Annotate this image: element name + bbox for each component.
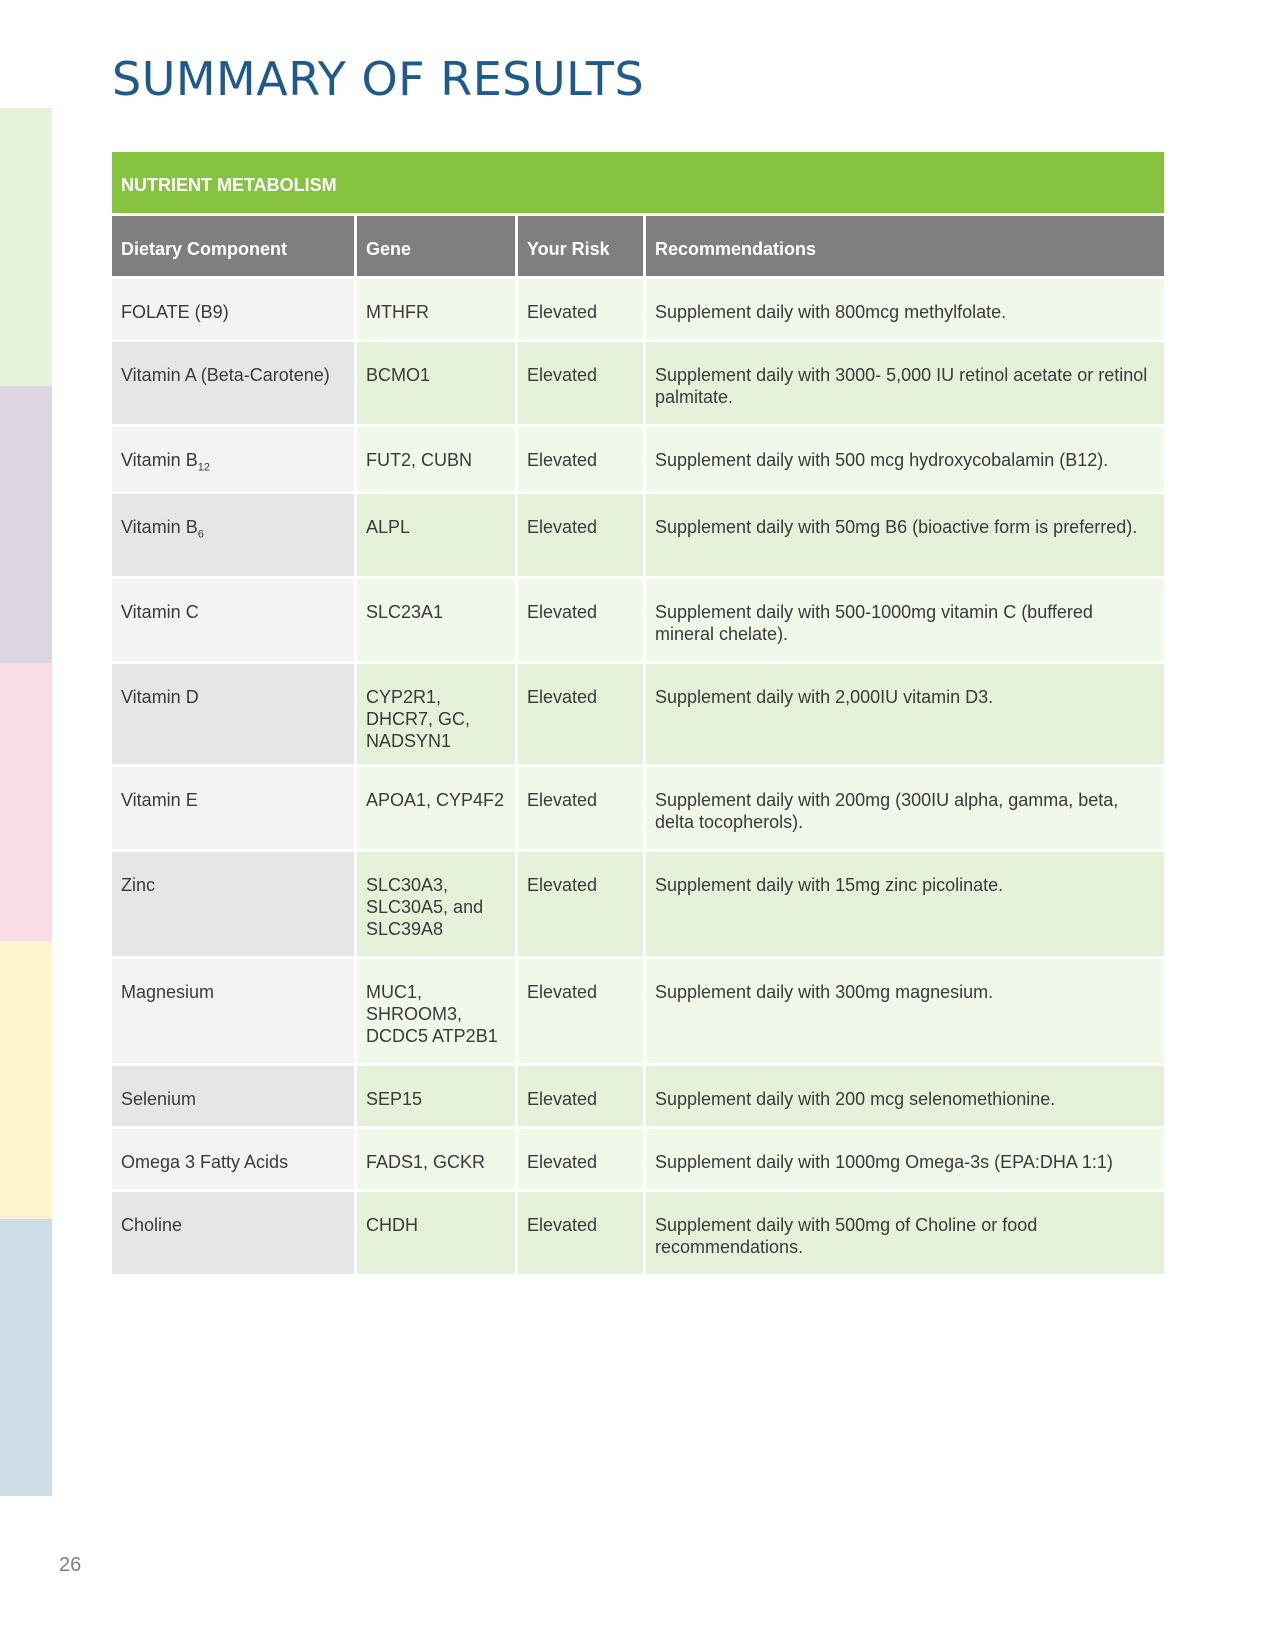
column-header-gene: Gene [357, 216, 518, 279]
page-number: 26 [59, 1554, 82, 1576]
recommendation-cell: Supplement daily with 800mcg methylfolate. [646, 279, 1164, 342]
recommendation-cell: Supplement daily with 500mg of Choline or food recommendations. [646, 1192, 1164, 1277]
table-row [112, 767, 1164, 852]
dietary-component-cell: Zinc [112, 852, 357, 959]
gene-cell: SLC23A1 [357, 579, 518, 664]
dietary-component-cell: Vitamin A (Beta-Carotene) [112, 342, 357, 427]
recommendation-cell: Supplement daily with 300mg magnesium. [646, 959, 1164, 1066]
recommendation-cell: Supplement daily with 500-1000mg vitamin C (buffered mineral chelate). [646, 579, 1164, 664]
dietary-component-cell: Vitamin D [112, 664, 357, 767]
dietary-component-cell: Vitamin C [112, 579, 357, 664]
table-row [112, 279, 1164, 342]
recommendation-cell: Supplement daily with 500 mcg hydroxycobalamin (B12). [646, 427, 1164, 494]
dietary-component-cell: Choline [112, 1192, 357, 1277]
table-row [112, 1192, 1164, 1277]
risk-cell: Elevated [518, 494, 646, 579]
table-row [112, 1066, 1164, 1129]
dietary-component-cell: FOLATE (B9) [112, 279, 357, 342]
risk-cell: Elevated [518, 427, 646, 494]
column-header-your-risk: Your Risk [518, 216, 646, 279]
gene-cell: FUT2, CUBN [357, 427, 518, 494]
recommendation-cell: Supplement daily with 15mg zinc picolinate. [646, 852, 1164, 959]
page-title: SUMMARY OF RESULTS [112, 52, 645, 106]
recommendation-cell: Supplement daily with 2,000IU vitamin D3. [646, 664, 1164, 767]
column-header-dietary-component: Dietary Component [112, 216, 357, 279]
side-band-lavender [0, 386, 52, 663]
side-band-yellow [0, 941, 52, 1219]
gene-cell: MUC1, SHROOM3, DCDC5 ATP2B1 [357, 959, 518, 1066]
recommendation-cell: Supplement daily with 3000- 5,000 IU retinol acetate or retinol palmitate. [646, 342, 1164, 427]
gene-cell: SLC30A3, SLC30A5, and SLC39A8 [357, 852, 518, 959]
nutrient-metabolism-table [112, 152, 1164, 1277]
dietary-component-cell: Selenium [112, 1066, 357, 1129]
recommendation-cell: Supplement daily with 1000mg Omega-3s (EPA:DHA 1:1) [646, 1129, 1164, 1192]
dietary-component-cell: Omega 3 Fatty Acids [112, 1129, 357, 1192]
side-band-green [0, 108, 52, 386]
recommendation-cell: Supplement daily with 200 mcg selenomethionine. [646, 1066, 1164, 1129]
side-band-pink [0, 663, 52, 941]
section-header-row [112, 152, 1164, 216]
risk-cell: Elevated [518, 664, 646, 767]
table-row [112, 852, 1164, 959]
section-title: NUTRIENT METABOLISM [112, 152, 1164, 216]
risk-cell: Elevated [518, 1192, 646, 1277]
table-row [112, 959, 1164, 1066]
dietary-component-cell: Vitamin $B_6$ [112, 494, 357, 579]
gene-cell: MTHFR [357, 279, 518, 342]
dietary-component-cell: Vitamin E [112, 767, 357, 852]
column-header-row [112, 216, 1164, 279]
table-row [112, 664, 1164, 767]
column-header-recommendations: Recommendations [646, 216, 1164, 279]
component-subscript: 12 [197, 461, 210, 474]
recommendation-cell: Supplement daily with 50mg B6 (bioactive form is preferred). [646, 494, 1164, 579]
table-row [112, 342, 1164, 427]
risk-cell: Elevated [518, 342, 646, 427]
risk-cell: Elevated [518, 1066, 646, 1129]
dietary-component-cell: Vitamin $B_{12}$ [112, 427, 357, 494]
table-body [112, 279, 1164, 1277]
risk-cell: Elevated [518, 1129, 646, 1192]
gene-cell: CHDH [357, 1192, 518, 1277]
risk-cell: Elevated [518, 579, 646, 664]
recommendation-cell: Supplement daily with 200mg (300IU alpha, gamma, beta, delta tocopherols). [646, 767, 1164, 852]
gene-cell: BCMO1 [357, 342, 518, 427]
side-band-blue [0, 1219, 52, 1496]
table-row [112, 427, 1164, 494]
risk-cell: Elevated [518, 767, 646, 852]
gene-cell: SEP15 [357, 1066, 518, 1129]
table-row [112, 1129, 1164, 1192]
dietary-component-cell: Magnesium [112, 959, 357, 1066]
component-subscript: 6 [197, 528, 204, 541]
risk-cell: Elevated [518, 852, 646, 959]
gene-cell: ALPL [357, 494, 518, 579]
gene-cell: APOA1, CYP4F2 [357, 767, 518, 852]
risk-cell: Elevated [518, 279, 646, 342]
gene-cell: FADS1, GCKR [357, 1129, 518, 1192]
table-row [112, 579, 1164, 664]
table-row [112, 494, 1164, 579]
risk-cell: Elevated [518, 959, 646, 1066]
gene-cell: CYP2R1, DHCR7, GC, NADSYN1 [357, 664, 518, 767]
